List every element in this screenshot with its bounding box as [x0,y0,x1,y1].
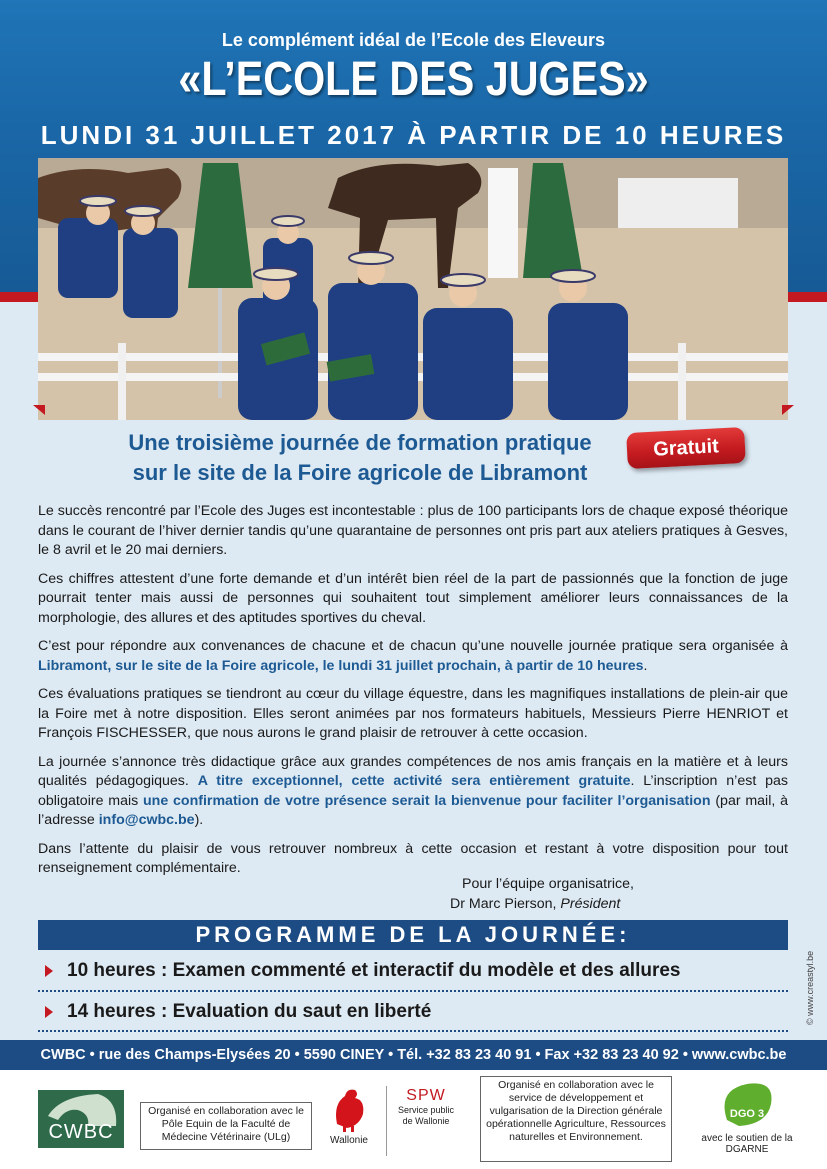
paragraph-3-end: . [643,657,648,674]
paragraph-2: Ces chiffres attestent d’une forte demande et d’un intérêt bien réel de la part de passionnés que la fonction de juge pourrait tenter mais aussi de personnes qui souhaitent tout simplement améliorer leurs connaissances de la morphologie, des allures et des aptitudes sportives du cheval. [38,570,788,626]
wallonie-text: Wallonie [330,1135,368,1146]
logo-separator [386,1086,387,1156]
programme-item-1 [45,958,785,984]
paragraph-5 [38,753,788,831]
paragraph-5-highlight-confirm: une confirmation de votre présence serait la bienvenue pour faciliter l’organisation [143,792,711,809]
gratuit-badge: Gratuit [626,427,746,469]
programme-item-1-text: 10 heures : Examen commenté et interactif du modèle et des allures [67,960,681,981]
header-title: «L’ECOLE DES JUGES» [178,53,649,106]
signature [450,874,680,914]
photo-corner-right [782,405,794,415]
photo-corner-left [33,405,45,415]
programme-item-2 [45,999,785,1025]
divider-dotted [38,990,788,992]
section-heading [80,428,640,488]
spw-subtext: Service public de Wallonie [397,1105,455,1126]
dgo3-logo-text: DGO 3 [729,1108,765,1120]
judges-photo-illustration [38,158,788,420]
email-link[interactable]: info@cwbc.be [98,812,195,828]
paragraph-6: Dans l’attente du plaisir de vous retrouver nombreux à cette occasion et restant à votre disposition pour tout renseignement complémentaire. [38,840,788,876]
contact-bar: CWBC • rue des Champs-Elysées 20 • 5590 CINEY • Tél. +32 83 23 40 91 • Fax +32 83 23 40 92 • www.cwbc.be [0,1040,827,1070]
cwbc-logo-text: CWBC [48,1121,114,1143]
collab-dgo-box: Organisé en collaboration avec le service de développement et vulgarisation de la Direction générale opérationnelle Agriculture, Ressources naturelles et Environnement. [480,1076,672,1162]
signature-line-1: Pour l’équipe organisatrice, [462,876,634,892]
paragraph-5-text-e: (par mail, à l’adresse [38,792,788,828]
spw-logo [396,1087,456,1127]
programme-title: PROGRAMME DE LA JOURNÉE: [38,920,788,950]
logo-strip [0,1070,827,1169]
spw-logo-text: SPW [406,1087,446,1104]
arrow-right-icon [45,965,53,977]
header-subtitle: Le complément idéal de l’Ecole des Eleveurs [221,30,606,50]
divider-dotted [38,1030,788,1032]
collab-ulg-box: Organisé en collaboration avec le Pôle Equin de la Faculté de Médecine Vétérinaire (ULg) [140,1102,312,1150]
paragraph-4: Ces évaluations pratiques se tiendront au cœur du village équestre, dans les magnifiques installations de plein-air que la Foire met à notre disposition. Elles seront animées par nos formateurs habituels, Messieurs Pierre HENRIOT et François FISCHESSER, que nous aurons le grand plaisir de retrouver à cette occasion. [38,686,788,741]
leaf-icon [717,1080,777,1128]
paragraph-1: Le succès rencontré par l’Ecole des Juges est incontestable : plus de 100 participants lors de chaque exposé théorique dans le courant de l’hiver dernier tandis qu’une quarantaine de personnes ont pris part aux ateliers pratiques à Gesves, le 8 avril et le 20 mai derniers. [38,503,788,558]
programme-item-2-text: 14 heures : Evaluation du saut en liberté [67,1001,432,1022]
paragraph-5-highlight-free: A titre exceptionnel, cette activité sera entièrement gratuite [197,773,631,789]
rooster-icon [329,1084,369,1132]
wallonie-logo [322,1084,376,1164]
signature-name: Dr Marc Pierson, [450,896,561,912]
paragraph-3-text: C’est pour répondre aux convenances de chacune et de chacun qu’une nouvelle journée pratique sera organisée à [38,638,788,654]
paragraph-3 [38,637,788,676]
paragraph-5-text-c: . L’inscription n’est pas obligatoire mais [38,773,788,809]
heading-line-2: sur le site de la Foire agricole de Libramont [132,460,588,485]
arrow-right-icon [45,1006,53,1018]
paragraph-5-text-a: La journée s’annonce très didactique grâce aux grandes compétences de nos amis français en la matière et à leurs qualités pédagogiques. [38,753,788,789]
cwbc-logo [38,1090,124,1148]
heading-line-1: Une troisième journée de formation pratique [128,430,592,455]
signature-line-2 [450,894,680,914]
credit-text: © www.creastyl.be [805,950,815,1025]
judges-photo [38,158,788,420]
dgo3-logo [692,1080,802,1155]
paragraph-5-text-g: ). [194,812,204,828]
body-text [38,502,788,888]
paragraph-3-highlight: Libramont, sur le site de la Foire agricole, le lundi 31 juillet prochain, à partir de 10 heures [38,657,644,674]
header-date: LUNDI 31 JUILLET 2017 À PARTIR DE 10 HEURES [40,120,787,150]
signature-role: Président [560,896,621,912]
dgo3-subtext: avec le soutien de la DGARNE [701,1133,793,1155]
